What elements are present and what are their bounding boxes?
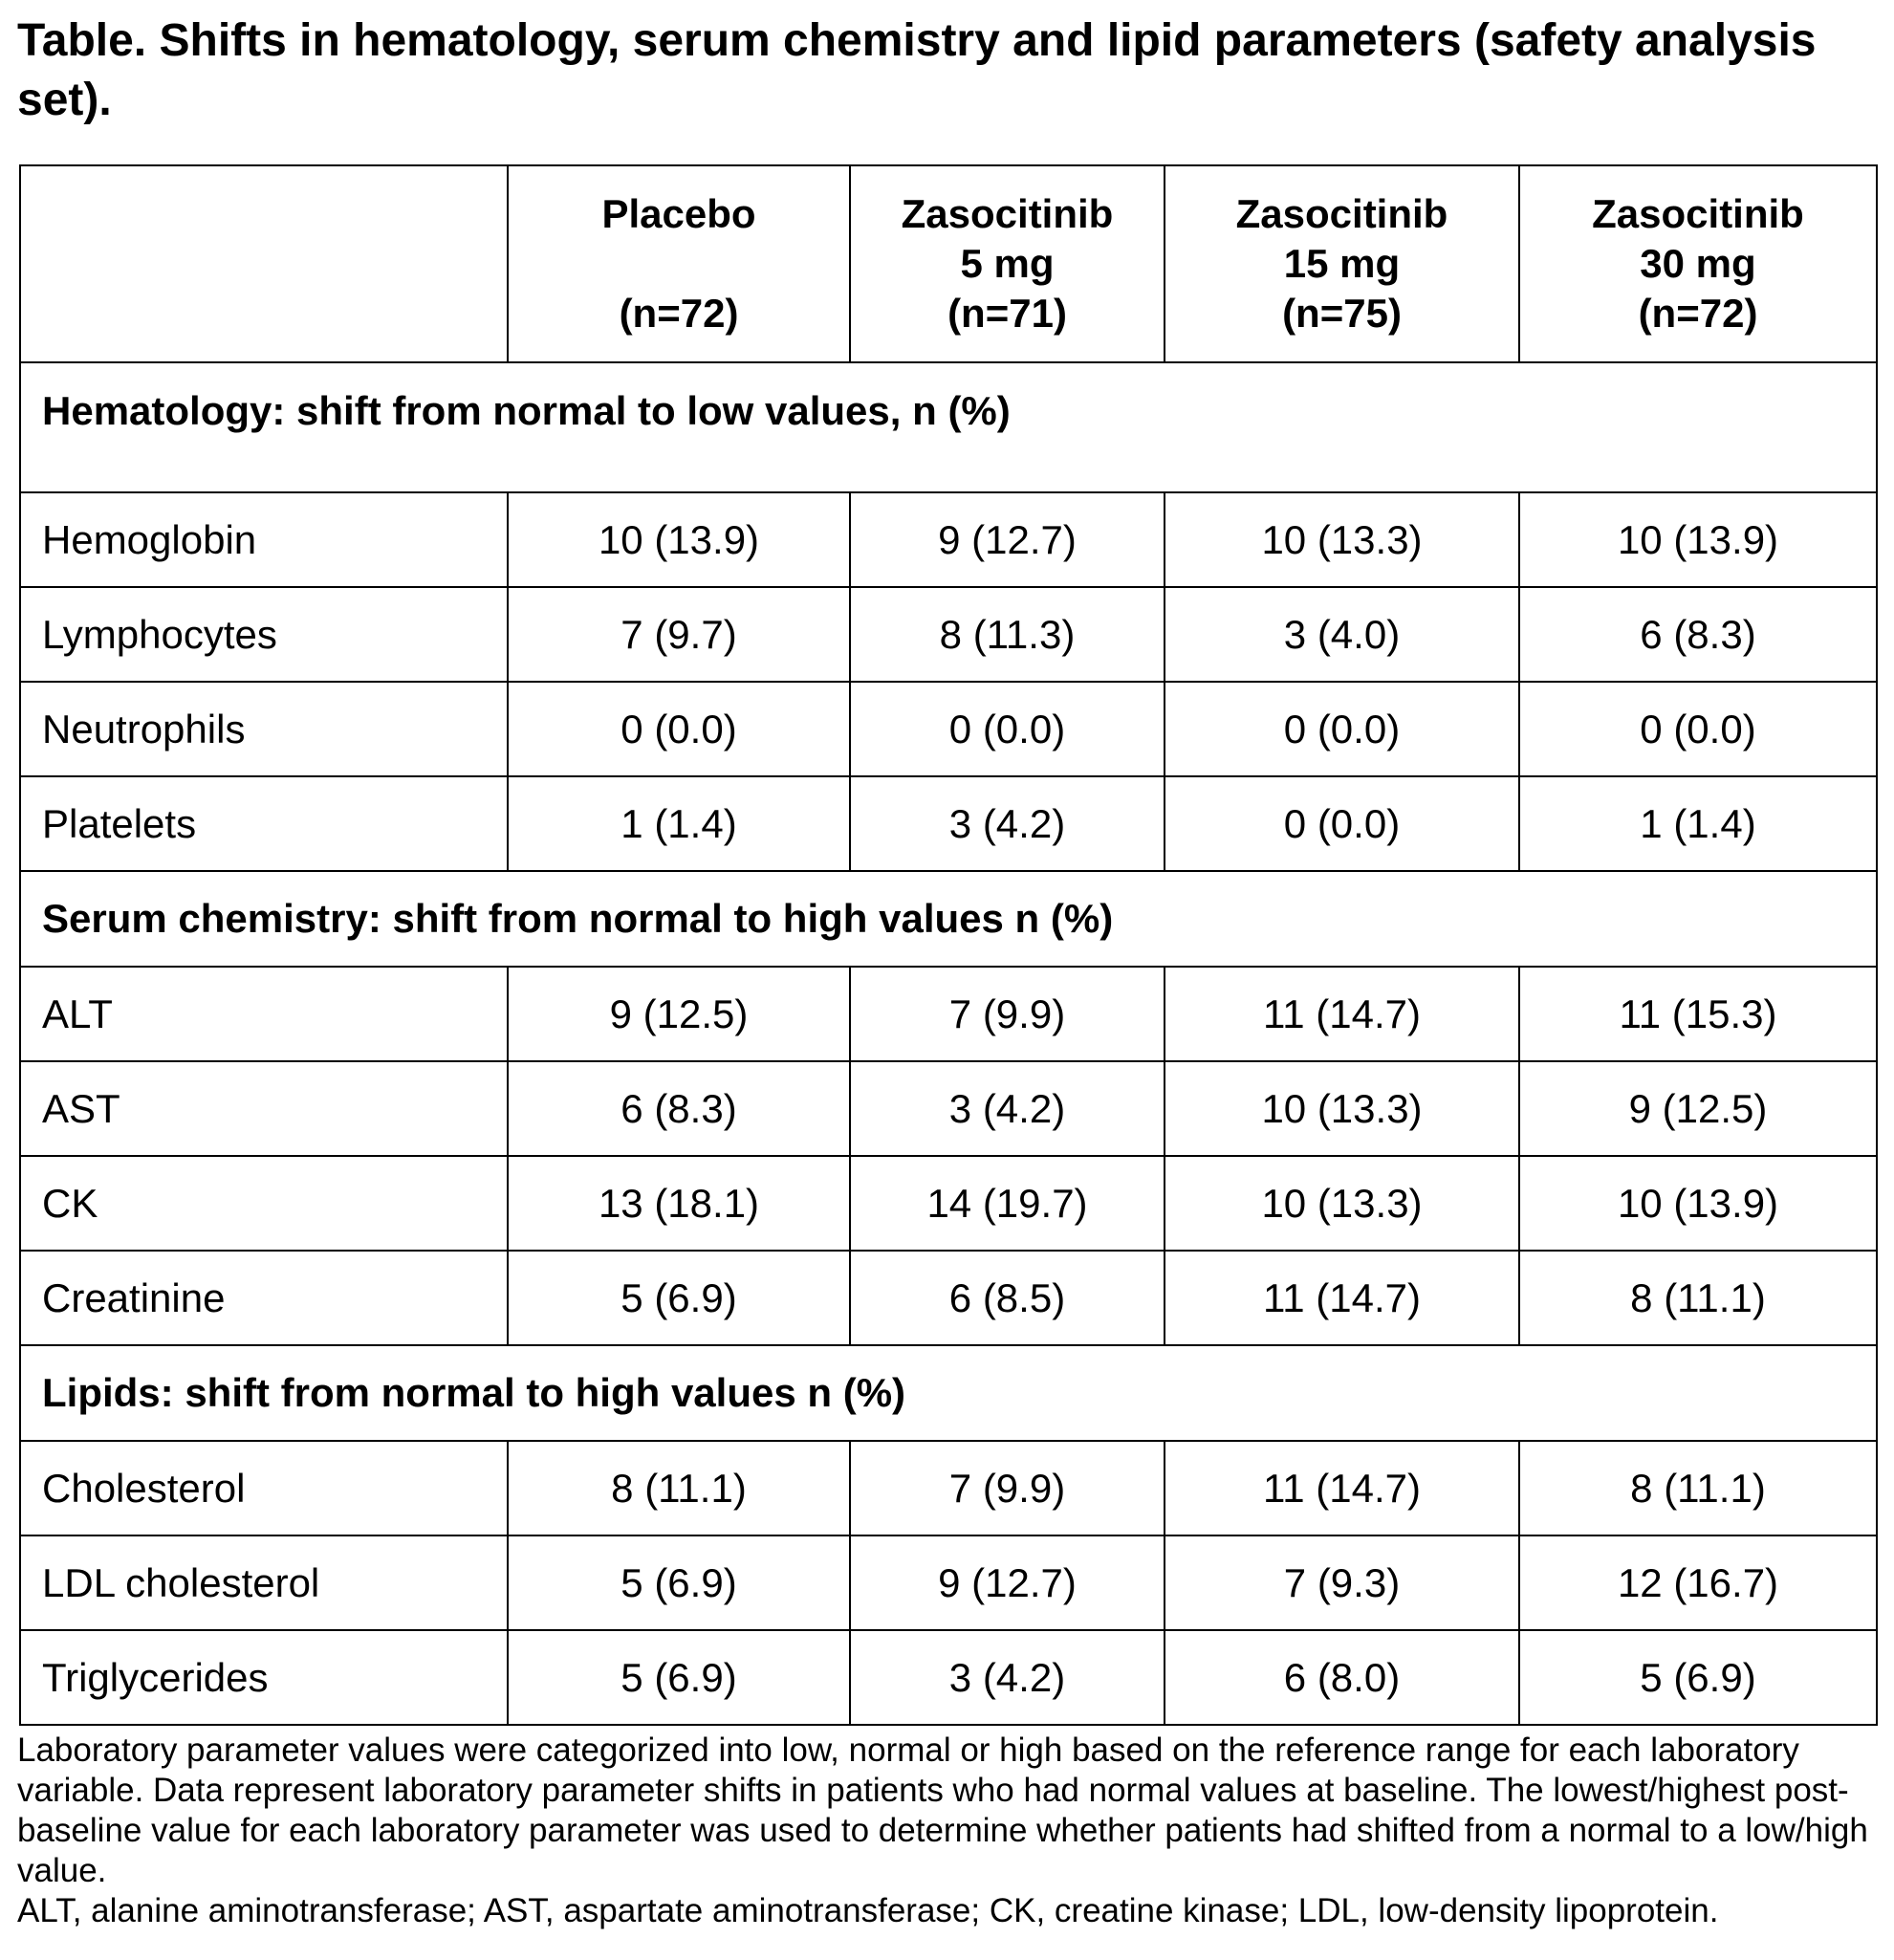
section-row-lipids <box>20 1345 1877 1441</box>
value-cell: 10 (13.9) <box>1519 492 1877 587</box>
value-cell: 10 (13.3) <box>1165 1156 1519 1251</box>
value-cell: 0 (0.0) <box>1165 776 1519 871</box>
value-cell: 6 (8.0) <box>1165 1630 1519 1725</box>
value-cell: 6 (8.5) <box>850 1251 1165 1345</box>
value-cell: 3 (4.0) <box>1165 587 1519 682</box>
section-row-serum-chemistry <box>20 871 1877 967</box>
value-cell: 7 (9.3) <box>1165 1535 1519 1630</box>
value-cell: 10 (13.3) <box>1165 492 1519 587</box>
header-corner-cell <box>20 165 508 362</box>
value-cell: 8 (11.3) <box>850 587 1165 682</box>
footnote-categorization: Laboratory parameter values were categorized into low, normal or high based on the reference range for each laboratory variable. Data represent laboratory parameter shifts in patients who had normal values at baseline. The lowest/highest post-baseline value for each laboratory parameter was used to determine whether patients had shifted from a normal to a low/high value. <box>17 1731 1868 1889</box>
value-cell: 6 (8.3) <box>508 1061 850 1156</box>
value-cell: 11 (15.3) <box>1519 967 1877 1061</box>
value-cell: 1 (1.4) <box>1519 776 1877 871</box>
table-row <box>20 1630 1877 1725</box>
value-cell: 0 (0.0) <box>508 682 850 776</box>
column-header-zasocitinib-15mg <box>1165 165 1519 362</box>
column-header-zasocitinib-5mg <box>850 165 1165 362</box>
column-header-line: Placebo <box>601 191 756 236</box>
table-row <box>20 1535 1877 1630</box>
table-row <box>20 1441 1877 1535</box>
value-cell: 14 (19.7) <box>850 1156 1165 1251</box>
table-row <box>20 776 1877 871</box>
value-cell: 8 (11.1) <box>508 1441 850 1535</box>
value-cell: 11 (14.7) <box>1165 1441 1519 1535</box>
column-header-line: (n=72) <box>619 291 739 336</box>
table-title: Table. Shifts in hematology, serum chemistry and lipid parameters (safety analysis set). <box>17 15 1817 125</box>
column-header-line: 15 mg <box>1283 241 1401 286</box>
value-cell: 5 (6.9) <box>508 1630 850 1725</box>
row-label: Hemoglobin <box>20 492 508 587</box>
value-cell: 8 (11.1) <box>1519 1251 1877 1345</box>
row-label: CK <box>20 1156 508 1251</box>
value-cell: 10 (13.3) <box>1165 1061 1519 1156</box>
value-cell: 0 (0.0) <box>1165 682 1519 776</box>
table-footnotes <box>17 1731 1882 1931</box>
column-header-spacer <box>509 239 849 289</box>
section-heading: Hematology: shift from normal to low values, n (%) <box>20 362 1877 492</box>
row-label: Cholesterol <box>20 1441 508 1535</box>
table-row <box>20 682 1877 776</box>
row-label: Lymphocytes <box>20 587 508 682</box>
value-cell: 7 (9.7) <box>508 587 850 682</box>
value-cell: 11 (14.7) <box>1165 967 1519 1061</box>
section-heading: Lipids: shift from normal to high values n (%) <box>20 1345 1877 1441</box>
value-cell: 0 (0.0) <box>1519 682 1877 776</box>
column-header-line: (n=75) <box>1282 291 1402 336</box>
table-row <box>20 492 1877 587</box>
row-label: AST <box>20 1061 508 1156</box>
value-cell: 5 (6.9) <box>508 1251 850 1345</box>
table-row <box>20 1251 1877 1345</box>
value-cell: 10 (13.9) <box>508 492 850 587</box>
table-row <box>20 587 1877 682</box>
value-cell: 3 (4.2) <box>850 1630 1165 1725</box>
table-row <box>20 1061 1877 1156</box>
value-cell: 5 (6.9) <box>1519 1630 1877 1725</box>
column-header-placebo <box>508 165 850 362</box>
footnote-abbreviations: ALT, alanine aminotransferase; AST, aspartate aminotransferase; CK, creatine kinase; LDL, low-density lipoprotein. <box>17 1892 1719 1929</box>
column-header-line: Zasocitinib <box>1235 191 1448 236</box>
value-cell: 12 (16.7) <box>1519 1535 1877 1630</box>
row-label: Neutrophils <box>20 682 508 776</box>
section-heading: Serum chemistry: shift from normal to high values n (%) <box>20 871 1877 967</box>
row-label: LDL cholesterol <box>20 1535 508 1630</box>
value-cell: 7 (9.9) <box>850 1441 1165 1535</box>
value-cell: 7 (9.9) <box>850 967 1165 1061</box>
value-cell: 10 (13.9) <box>1519 1156 1877 1251</box>
column-header-line: (n=72) <box>1638 291 1758 336</box>
value-cell: 13 (18.1) <box>508 1156 850 1251</box>
value-cell: 6 (8.3) <box>1519 587 1877 682</box>
value-cell: 5 (6.9) <box>508 1535 850 1630</box>
column-header-line: (n=71) <box>947 291 1067 336</box>
value-cell: 9 (12.5) <box>508 967 850 1061</box>
column-header-line: 5 mg <box>960 241 1055 286</box>
value-cell: 3 (4.2) <box>850 776 1165 871</box>
table-row <box>20 1156 1877 1251</box>
value-cell: 9 (12.5) <box>1519 1061 1877 1156</box>
value-cell: 0 (0.0) <box>850 682 1165 776</box>
header-row <box>20 165 1877 362</box>
value-cell: 11 (14.7) <box>1165 1251 1519 1345</box>
row-label: ALT <box>20 967 508 1061</box>
value-cell: 9 (12.7) <box>850 492 1165 587</box>
table-row <box>20 967 1877 1061</box>
value-cell: 8 (11.1) <box>1519 1441 1877 1535</box>
row-label: Platelets <box>20 776 508 871</box>
column-header-line: 30 mg <box>1640 241 1756 286</box>
column-header-line: Zasocitinib <box>1592 191 1804 236</box>
value-cell: 3 (4.2) <box>850 1061 1165 1156</box>
row-label: Triglycerides <box>20 1630 508 1725</box>
value-cell: 1 (1.4) <box>508 776 850 871</box>
value-cell: 9 (12.7) <box>850 1535 1165 1630</box>
row-label: Creatinine <box>20 1251 508 1345</box>
column-header-zasocitinib-30mg <box>1519 165 1877 362</box>
column-header-line: Zasocitinib <box>901 191 1114 236</box>
section-row-hematology <box>20 362 1877 492</box>
shifts-table <box>19 164 1878 1726</box>
